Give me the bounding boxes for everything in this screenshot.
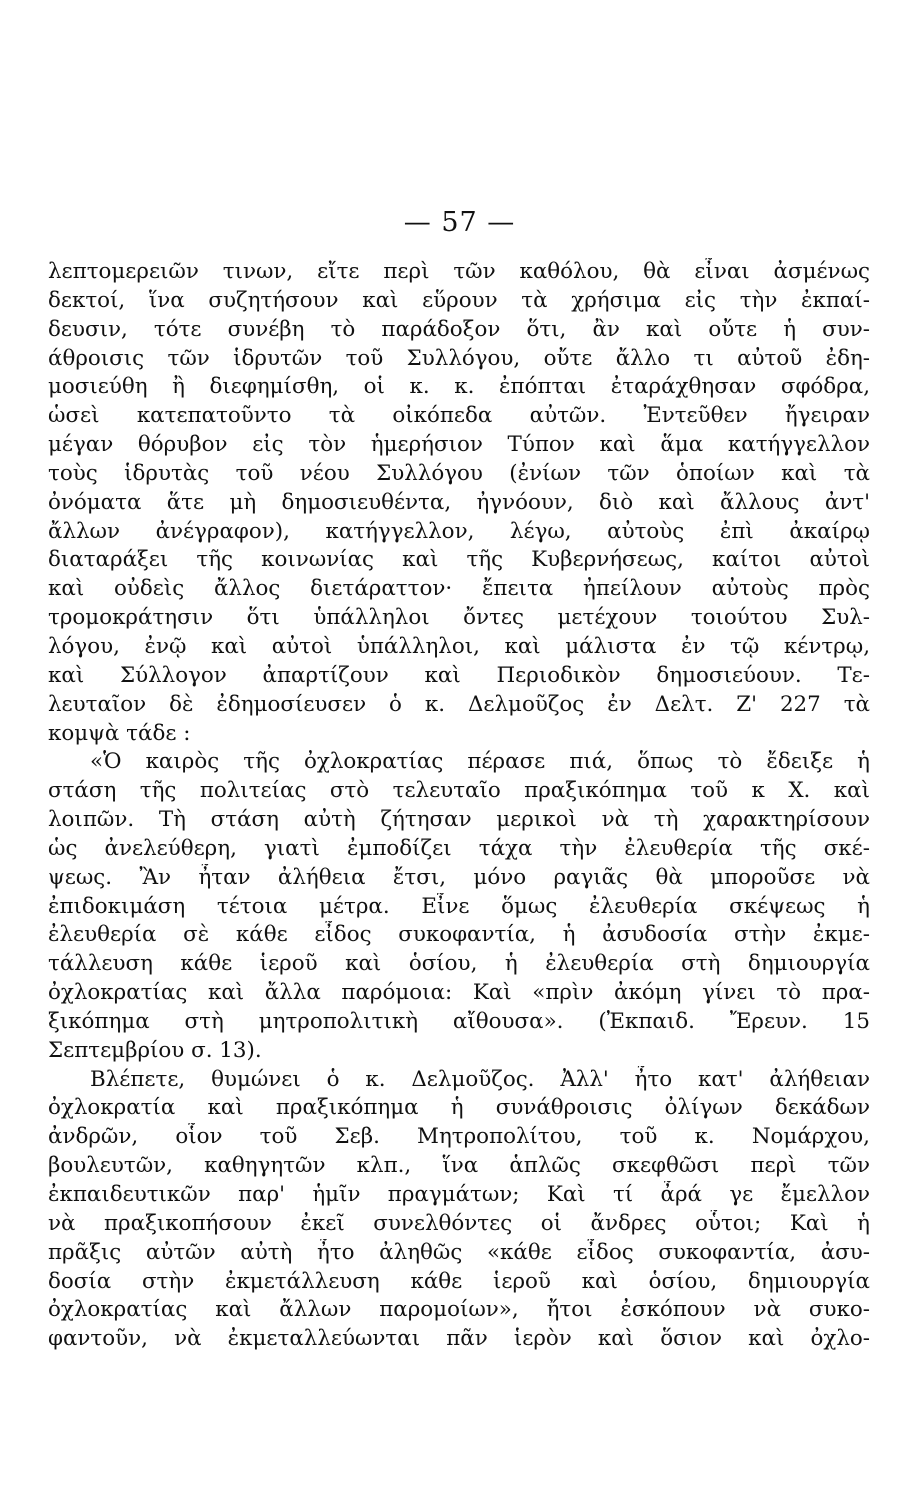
quote-line: ξικόπημα στὴ μητροπολιτικὴ αἴθουσα». (Ἐκπαιδ. Ἔρευν. 15: [48, 1008, 870, 1034]
quote-line: ὡς ἀνελεύθερη, γιατὶ ἐμποδίζει τάχα τὴν ἐλευθερία τῆς σκέ-: [48, 835, 870, 861]
text-line: βουλευτῶν, καθηγητῶν κλπ., ἵνα ἁπλῶς σκεφθῶσι περὶ τῶν: [48, 1153, 870, 1179]
text-line: λεπτομερειῶν τινων, εἴτε περὶ τῶν καθόλου, θὰ εἶναι ἀσμένως: [48, 259, 870, 284]
page-number: — 57 —: [403, 207, 516, 238]
text-line: φαντοῦν, νὰ ἐκμεταλλεύωνται πᾶν ἱερὸν καὶ ὅσιον καὶ ὀχλο-: [48, 1326, 870, 1352]
text-line: ἐκπαιδευτικῶν παρ' ἡμῖν πραγμάτων; Καὶ τί ἆρά γε ἔμελλον: [48, 1182, 870, 1207]
text-line: μέγαν θόρυβον εἰς τὸν ἡμερήσιον Τύπον καὶ ἅμα κατήγγελλον: [48, 432, 870, 458]
quote-line: στάση τῆς πολιτείας στὸ τελευταῖο πραξικόπημα τοῦ κ Χ. καὶ: [48, 778, 870, 804]
text-line: ὀχλοκρατίας καὶ ἄλλων παρομοίων», ἤτοι ἐσκόπουν νὰ συκο-: [48, 1297, 870, 1323]
text-line: πρᾶξις αὐτῶν αὐτὴ ἦτο ἀληθῶς «κάθε εἶδος συκοφαντία, ἀσυ-: [48, 1239, 870, 1265]
text-line: δεκτοί, ἵνα συζητήσουν καὶ εὕρουν τὰ χρήσιμα εἰς τὴν ἐκπαί-: [48, 287, 870, 313]
body-text: [48, 258, 870, 1354]
text-line: τρομοκράτησιν ὅτι ὑπάλληλοι ὄντες μετέχουν τοιούτου Συλ-: [48, 605, 870, 631]
text-line: τοὺς ἱδρυτὰς τοῦ νέου Συλλόγου (ἐνίων τῶν ὁποίων καὶ τὰ: [48, 460, 870, 486]
quote-line: λοιπῶν. Τὴ στάση αὐτὴ ζήτησαν μερικοὶ νὰ τὴ χαρακτηρίσουν: [48, 807, 870, 833]
text-line: διαταράξει τῆς κοινωνίας καὶ τῆς Κυβερνήσεως, καίτοι αὐτοὶ: [48, 547, 870, 573]
text-line: ὡσεὶ κατεπατοῦντο τὰ οἰκόπεδα αὐτῶν. Ἐντεῦθεν ἤγειραν: [48, 403, 870, 429]
text-line: καὶ Σύλλογον ἀπαρτίζουν καὶ Περιοδικὸν δημοσιεύουν. Τε-: [48, 662, 870, 688]
text-line: Βλέπετε, θυμώνει ὁ κ. Δελμοῦζος. Ἀλλ' ἦτο κατ' ἀλήθειαν: [90, 1066, 870, 1092]
text-line: μοσιεύθη ἢ διεφημίσθη, οἱ κ. κ. ἐπόπται ἐταράχθησαν σφόδρα,: [48, 374, 870, 400]
quote-line: ἐλευθερία σὲ κάθε εἶδος συκοφαντία, ἡ ἀσυδοσία στὴν ἐκμε-: [48, 922, 870, 948]
quote-line: ψεως. Ἂν ἦταν ἀλήθεια ἔτσι, μόνο ραγιᾶς θὰ μποροῦσε νὰ: [48, 864, 870, 890]
text-line: κομψὰ τάδε :: [48, 720, 191, 746]
text-line: ἀνδρῶν, οἷον τοῦ Σεβ. Μητροπολίτου, τοῦ κ. Νομάρχου,: [48, 1124, 870, 1150]
text-line: καὶ οὐδεὶς ἄλλος διετάραττον· ἔπειτα ἠπείλουν αὐτοὺς πρὸς: [48, 576, 870, 602]
text-line: δευσιν, τότε συνέβη τὸ παράδοξον ὅτι, ἂν καὶ οὔτε ἡ συν-: [48, 316, 870, 342]
text-line: δοσία στὴν ἐκμετάλλευση κάθε ἱεροῦ καὶ ὁσίου, δημιουργία: [48, 1268, 870, 1294]
text-line: άθροισις τῶν ἱδρυτῶν τοῦ Συλλόγου, οὔτε ἄλλο τι αὐτοῦ ἐδη-: [48, 345, 870, 371]
quote-line: ὀχλοκρατίας καὶ ἄλλα παρόμοια: Καὶ «πρὶν ἀκόμη γίνει τὸ πρα-: [48, 980, 870, 1006]
quote-line: ἐπιδοκιμάση τέτοια μέτρα. Εἶνε ὅμως ἐλευθερία σκέψεως ἡ: [48, 893, 870, 919]
text-line: ἄλλων ἀνέγραφον), κατήγγελλον, λέγω, αὐτοὺς ἐπὶ ἀκαίρῳ: [48, 518, 870, 544]
text-line: νὰ πραξικοπήσουν ἐκεῖ συνελθόντες οἱ ἄνδρες οὗτοι; Καὶ ἡ: [48, 1210, 870, 1236]
text-line: ὀχλοκρατία καὶ πραξικόπημα ἡ συνάθροισις ὀλίγων δεκάδων: [48, 1095, 870, 1121]
text-line: λόγου, ἐνῷ καὶ αὐτοὶ ὑπάλληλοι, καὶ μάλιστα ἐν τῷ κέντρῳ,: [48, 633, 870, 659]
quote-line: «Ὁ καιρὸς τῆς ὀχλοκρατίας πέρασε πιά, ὅπως τὸ ἔδειξε ἡ: [90, 749, 870, 775]
quote-line: τάλλευση κάθε ἱεροῦ καὶ ὁσίου, ἡ ἐλευθερία στὴ δημιουργία: [48, 951, 870, 977]
text-line: λευταῖον δὲ ἐδημοσίευσεν ὁ κ. Δελμοῦζος ἐν Δελτ. Ζ' 227 τὰ: [48, 691, 870, 717]
text-line: ὀνόματα ἅτε μὴ δημοσιευθέντα, ἠγνόουν, διὸ καὶ ἄλλους ἀντ': [48, 489, 870, 515]
quote-line: Σεπτεμβρίου σ. 13).: [48, 1037, 262, 1063]
